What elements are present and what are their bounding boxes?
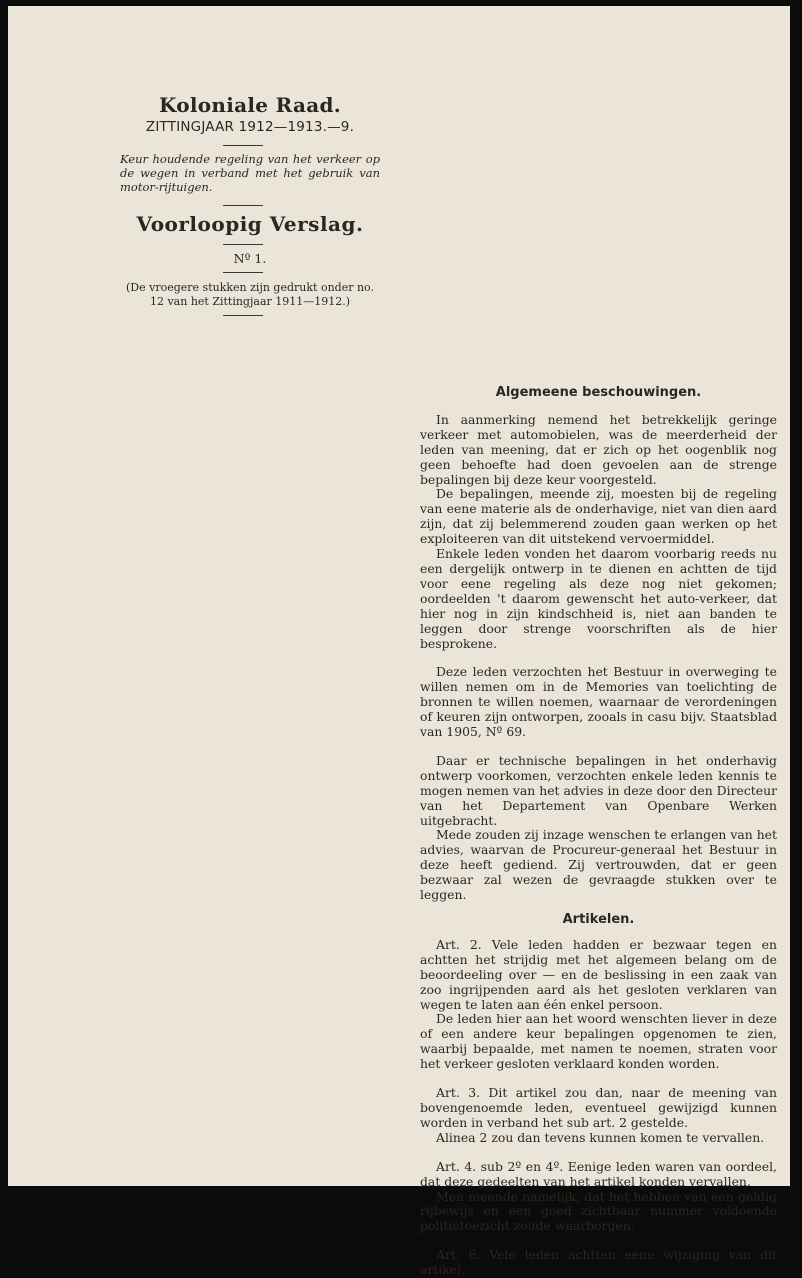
previous-documents-note: (De vroegere stukken zijn gedrukt onder no. 12 van het Zittingjaar 1911—1912.) (126, 281, 374, 308)
divider (223, 145, 263, 146)
divider (223, 315, 263, 316)
paragraph: De leden hier aan het woord wenschten liever in deze of een andere keur bepalingen opgenomen te zien, waarbij bepaalde, met namen te noemen, straten voor het verkeer gesloten verklaard konden worden. (420, 1011, 777, 1072)
paragraph: Art. 4. sub 2º en 4º. Eenige leden waren van oordeel, dat deze gedeelten van het artikel konden vervallen. (420, 1158, 777, 1189)
spacer (420, 651, 777, 665)
report-body (420, 386, 777, 1278)
divider (223, 244, 263, 245)
paragraph: Deze leden verzochten het Bestuur in overweging te willen nemen om in de Memories van toelichting de bronnen te willen noemen, waarnaar de verordeningen of keuren zijn ontworpen, zooals in casu bijv. Staatsblad van 1905, Nº 69. (420, 664, 777, 740)
paragraph: In aanmerking nemend het betrekkelijk geringe verkeer met automobielen, was de meerderheid der leden van meening, dat er zich op het oogenblik nog geen behoefte had doen gevoelen aan de strenge bepalingen bij deze keur voorgesteld. (420, 411, 777, 487)
paragraph: Art. 2. Vele leden hadden er bezwaar tegen en achtten het strijdig met het algemeen belang om de beoordeeling over — en de beslissing in een zaak van zoo ingrijpenden aard als het gesloten verklaren van wegen te laten aan één enkel persoon. (420, 936, 777, 1012)
report-title: Voorloopig Verslag. (136, 212, 364, 236)
document-number: Nº 1. (233, 251, 267, 266)
spacer (420, 740, 777, 754)
paragraph: Daar er technische bepalingen in het onderhavig ontwerp voorkomen, verzochten enkele leden kennis te mogen nemen van het advies in deze door den Directeur van het Departement van Openbare Werken uitgebracht. (420, 752, 777, 828)
council-title: Koloniale Raad. (158, 93, 342, 117)
divider (223, 272, 263, 273)
divider (223, 205, 263, 206)
paragraph: Art. 3. Dit artikel zou dan, naar de meening van bovengenoemde leden, eventueel gewijzigd kunnen worden in verband het sub art. 2 gestelde. (420, 1085, 777, 1130)
session-line: ZITTINGJAAR 1912—1913.—9. (145, 119, 355, 135)
paragraph: Art. 6. Vele leden achtten eene wijziging van dit artikel, (420, 1247, 777, 1278)
paragraph: Men meende namelijk, dat het hebben van een geldig rijbewijs en een goed zichtbaar nummer voldoende politietoezicht zoude waarborgen. (420, 1188, 777, 1234)
paragraph: Enkele leden vonden het daarom voorbarig reeds nu een dergelijk ontwerp in te dienen en achtten de tijd voor eene regeling als deze nog niet gekomen; oordeelden 't daarom gewenscht het auto-verkeer, dat hier nog in zijn kindschheid is, niet aan banden te leggen door strenge voorschriften als de hier besprokene. (420, 546, 777, 651)
spacer (420, 1072, 777, 1086)
spacer (420, 1234, 777, 1248)
paragraph: Mede zouden zij inzage wenschen te erlangen van het advies, waarvan de Procureur-generaal het Bestuur in deze heeft gediend. Zij vertrouwden, dat er geen bezwaar zal wezen de gevraagde stukken over te leggen. (420, 827, 777, 903)
paragraph: Alinea 2 zou dan tevens kunnen komen te vervallen. (436, 1129, 765, 1145)
paragraph: De bepalingen, meende zij, moesten bij de regeling van eene materie als de onderhavige, niet van dien aard zijn, dat zij belemmerend zouden gaan werken op het exploiteeren van dit uitstekend vervoermiddel. (420, 486, 777, 547)
spacer (420, 1146, 777, 1160)
subject-text: Keur houdende regeling van het verkeer op de wegen in verband met het gebruik van motor-rijtuigen. (120, 152, 380, 194)
section-heading-articles: Artikelen. (562, 912, 635, 927)
section-heading-general: Algemeene beschouwingen. (495, 385, 702, 400)
document-page (8, 6, 790, 1278)
